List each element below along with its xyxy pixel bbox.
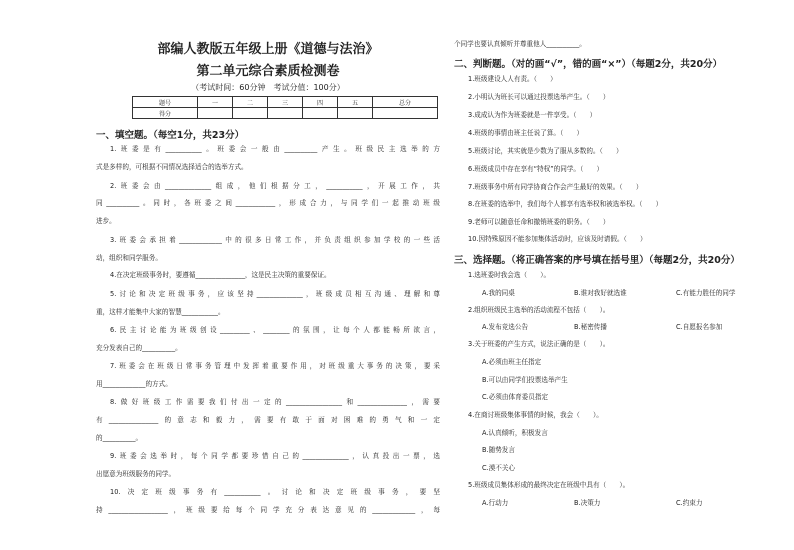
score-table-header-row — [133, 97, 438, 108]
fill-line: 式是多样的，可根据不同情况选择适合的选举方式。 — [96, 163, 248, 171]
choice-option: C.约束力 — [676, 499, 703, 507]
choice-question: 5.班级成员集体形成的最终决定在班级中具有（ ）。 — [468, 481, 630, 489]
fill-line: 9.班委会选举时，每个同学都要珍惜自己的______________，认真投出一票，选 — [110, 452, 440, 460]
judge-item: 1.班级建设人人有责。（ ） — [468, 75, 557, 83]
score-header-cell: 题号 — [133, 97, 198, 108]
choice-option: B.决策力 — [574, 499, 601, 507]
score-row-label: 得分 — [133, 108, 198, 119]
score-table — [132, 96, 438, 119]
choice-option: C.自愿报名参加 — [676, 323, 723, 331]
fill-line: 10.决定班级事务有___________。讨论和决定班级事务，要坚 — [110, 488, 440, 496]
section3-title: 三、选择题。（将正确答案的序号填在括号里）（每题2分，共20分） — [454, 255, 740, 266]
fill-line: 充分发表自己的__________。 — [96, 344, 182, 352]
judge-item: 8.在班委的选举中，我们每个人都享有选举权和被选举权。（ ） — [468, 200, 663, 208]
choice-option: B.谁对我好就选谁 — [574, 289, 627, 297]
choice-option: A.我的同桌 — [482, 289, 515, 297]
fill-line: 同__________。同时，各班委之间____________，形成合力，与同学们一起推动班级 — [96, 199, 440, 207]
judge-item: 5.班级讨论，其实就是少数为了服从多数的。（ ） — [468, 147, 623, 155]
choice-option: A.认真倾听，积极发言 — [482, 429, 548, 437]
page-title: 部编人教版五年级上册《道德与法治》 — [157, 42, 379, 57]
fill-line: 8.做好班级工作需要我们付出一定的_________________和_______________，需要 — [110, 398, 440, 406]
choice-question: 3.关于班委的产生方式，说法正确的是（ ）。 — [468, 340, 610, 348]
score-header-cell: 五 — [337, 97, 372, 108]
score-header-cell: 三 — [267, 97, 302, 108]
judge-item: 3.成成认为作为班委就是一件享受。（ ） — [468, 111, 597, 119]
judge-item: 2.小明认为班长可以通过投票选举产生。（ ） — [468, 93, 610, 101]
fill-line: 进步。 — [96, 217, 116, 225]
choice-option: C.漠不关心 — [482, 464, 516, 472]
page-subtitle: 第二单元综合素质检测卷 — [196, 64, 340, 79]
choice-question: 2.组织班级民主选举的活动流程不包括（ ）。 — [468, 306, 610, 314]
score-cell[interactable] — [302, 108, 337, 119]
choice-option: B.秘密传播 — [574, 323, 607, 331]
score-cell[interactable] — [232, 108, 267, 119]
score-header-cell: 二 — [232, 97, 267, 108]
choice-option: C.有能力胜任的同学 — [676, 289, 736, 297]
score-header-cell: 四 — [302, 97, 337, 108]
fill-line: 6.民主讨论能为班级创设_________、________的氛围，让每个人都能畅所欲言， — [110, 326, 440, 334]
fill-line: 的__________。 — [96, 434, 143, 442]
section1-title: 一、填空题。（每空1分，共23分） — [96, 130, 245, 141]
choice-option: B.可以由同学们投票选举产生 — [482, 376, 568, 384]
choice-option: B.随势发言 — [482, 446, 515, 454]
choice-question: 1.选班委时我会选（ ）。 — [468, 271, 551, 279]
score-header-cell: 总分 — [372, 97, 437, 108]
section2-title: 二、判断题。（对的画“√”，错的画“×”）（每题2分，共20分） — [454, 59, 723, 70]
judge-item: 9.老师可以随意任命和撤销班委的职务。（ ） — [468, 218, 610, 226]
fill-line: 出愿意为班级服务的同学。 — [96, 470, 176, 478]
judge-item: 7.班级事务中所有同学协商合作会产生最好的效果。（ ） — [468, 183, 643, 191]
fill-line: 1.班委是有___________。班委会一般由__________产生。班级民主选举的方 — [110, 145, 440, 153]
score-header-cell: 一 — [197, 97, 232, 108]
score-cell[interactable] — [372, 108, 437, 119]
fill-line: 动，组织和同学服务。 — [96, 254, 162, 262]
choice-option: A.发布竞选公告 — [482, 323, 529, 331]
fill-line: 持__________________，班级要给每个同学充分表达意见的_____________，每 — [96, 506, 440, 514]
judge-item: 6.班级成员中存在享有“特权”的同学。（ ） — [468, 165, 604, 173]
fill-line: 7.班委会在班级日常事务管理中发挥着重要作用，对班级重大事务的决策，要采 — [110, 362, 440, 370]
fill-line-continued: 个同学也要认真倾听并尊重他人__________。 — [454, 40, 586, 48]
judge-item: 10.因特殊原因不能参加集体活动时，应该及时请假。（ ） — [468, 235, 647, 243]
choice-option: A.必须由班主任指定 — [482, 358, 542, 366]
judge-item: 4.班级的事情由班主任说了算。（ ） — [468, 129, 584, 137]
fill-line: 重，这样才能集中大家的智慧___________。 — [96, 308, 225, 316]
fill-line: 有_______________的意志和毅力，需要有敢于面对困难的勇气和一定 — [96, 416, 440, 424]
choice-option: C.必须由体育委员指定 — [482, 393, 549, 401]
fill-line: 4.在决定班级事务时，要遵循_______________，这是民主决策的重要保证。 — [110, 271, 331, 279]
score-table-score-row — [133, 108, 438, 119]
fill-line: 2.班委会由______________组成，他们根据分工，___________，开展工作，共 — [110, 182, 440, 190]
choice-question: 4.在商讨班级集体事情的时候，我会（ ）。 — [468, 411, 603, 419]
exam-info: （考试时间：60分钟 考试分值：100分） — [191, 83, 345, 92]
fill-line: 3.班委会承担着_____________中的很多日常工作，并负责组织参加学校的一些活 — [110, 236, 440, 244]
score-cell[interactable] — [267, 108, 302, 119]
fill-line: 5.讨论和决定班级事务，应该坚持______________，班级成员相互沟通、理解和尊 — [110, 290, 440, 298]
fill-line: 用_____________的方式。 — [96, 380, 172, 388]
score-cell[interactable] — [337, 108, 372, 119]
score-cell[interactable] — [197, 108, 232, 119]
choice-option: A.行动力 — [482, 499, 509, 507]
